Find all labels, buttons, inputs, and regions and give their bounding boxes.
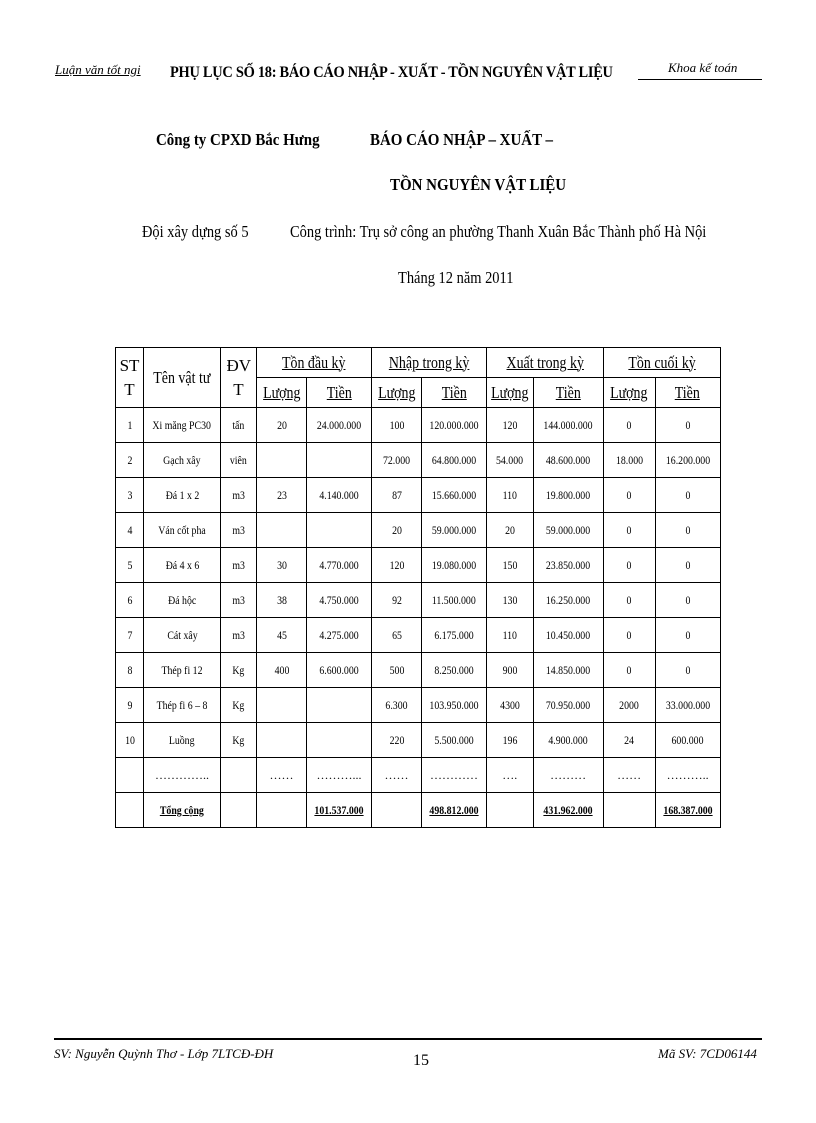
page-number: 15 — [413, 1052, 429, 1069]
table-cell-in-q: 500 — [372, 653, 422, 688]
table-cell-out-q: 4300 — [487, 688, 534, 723]
table-cell-in-q: 6.300 — [372, 688, 422, 723]
table-cell-open-a: 4.750.000 — [307, 583, 372, 618]
header-unit: ĐV T — [221, 348, 257, 408]
header-amount: Tiền — [533, 378, 603, 408]
table-cell-name: Thép fi 6 – 8 — [144, 688, 221, 723]
footer-student-id: Mã SV: 7CD06144 — [658, 1046, 757, 1061]
table-cell-open-a: 4.140.000 — [307, 478, 372, 513]
table-cell-in-q: 100 — [372, 408, 422, 443]
table-cell-close-a: 0 — [655, 478, 720, 513]
total-import: 498.812.000 — [422, 793, 487, 828]
table-cell-open-q — [257, 723, 307, 758]
header-qty: Lượng — [487, 378, 534, 408]
table-cell — [372, 793, 422, 828]
header-thesis-label: Luận văn tốt ngi — [55, 62, 141, 77]
table-cell-stt: 2 — [116, 443, 144, 478]
report-title-line2: TỒN NGUYÊN VẬT LIỆU — [390, 175, 567, 194]
table-row — [116, 653, 721, 688]
table-cell-in-q: 220 — [372, 723, 422, 758]
table-row — [116, 548, 721, 583]
header-qty: Lượng — [603, 378, 655, 408]
table-cell: …… — [603, 758, 655, 793]
table-cell-out-a: 19.800.000 — [533, 478, 603, 513]
construction-team: Đội xây dựng số 5 — [142, 222, 249, 241]
total-row — [116, 793, 721, 828]
header-department-label: Khoa kế toán — [668, 60, 738, 75]
table-cell: ………... — [307, 758, 372, 793]
table-cell-stt: 9 — [116, 688, 144, 723]
table-cell-in-a: 64.800.000 — [422, 443, 487, 478]
table-cell-in-q: 72.000 — [372, 443, 422, 478]
table-cell-open-q: 45 — [257, 618, 307, 653]
header-export: Xuất trong kỳ — [487, 348, 604, 378]
table-cell-open-a — [307, 443, 372, 478]
table-cell-unit: Kg — [221, 688, 257, 723]
table-cell-stt: 4 — [116, 513, 144, 548]
table-header-row — [116, 348, 721, 378]
table-cell-out-a: 23.850.000 — [533, 548, 603, 583]
table-cell: ……….. — [655, 758, 720, 793]
table-cell-close-q: 0 — [603, 548, 655, 583]
table-cell-out-q: 110 — [487, 478, 534, 513]
table-cell-out-q: 130 — [487, 583, 534, 618]
table-cell-close-q: 0 — [603, 408, 655, 443]
table-cell-out-a: 4.900.000 — [533, 723, 603, 758]
project-name: Công trình: Trụ sở công an phường Thanh Xuân Bắc Thành phố Hà Nội — [290, 222, 707, 241]
table-cell-close-q: 2000 — [603, 688, 655, 723]
table-cell-out-q: 20 — [487, 513, 534, 548]
table-cell-close-a: 0 — [655, 618, 720, 653]
table-cell-stt: 7 — [116, 618, 144, 653]
appendix-title: PHỤ LỤC SỐ 18: BÁO CÁO NHẬP - XUẤT - TỒN NGUYÊN VẬT LIỆU — [170, 64, 613, 81]
table-row — [116, 408, 721, 443]
table-cell-name: Cát xây — [144, 618, 221, 653]
table-cell-stt: 6 — [116, 583, 144, 618]
table-row — [116, 513, 721, 548]
report-title-line1: BÁO CÁO NHẬP – XUẤT – — [370, 130, 553, 149]
table-row — [116, 723, 721, 758]
table-cell-in-a: 120.000.000 — [422, 408, 487, 443]
table-cell-in-q: 120 — [372, 548, 422, 583]
table-cell-name: Đá 4 x 6 — [144, 548, 221, 583]
header-amount: Tiền — [655, 378, 720, 408]
table-cell-name: Xi măng PC30 — [144, 408, 221, 443]
table-cell-open-q — [257, 443, 307, 478]
table-cell-in-q: 92 — [372, 583, 422, 618]
total-export: 431.962.000 — [533, 793, 603, 828]
table-cell-close-a: 0 — [655, 583, 720, 618]
table-cell-out-q: 150 — [487, 548, 534, 583]
table-cell-close-a: 33.000.000 — [655, 688, 720, 723]
table-cell-close-a: 600.000 — [655, 723, 720, 758]
table-cell-unit: Kg — [221, 653, 257, 688]
table-row — [116, 478, 721, 513]
table-cell-name: Đá hộc — [144, 583, 221, 618]
inventory-table — [115, 347, 721, 828]
table-cell-out-q: 54.000 — [487, 443, 534, 478]
table-cell-name: Đá 1 x 2 — [144, 478, 221, 513]
table-cell-close-a: 0 — [655, 653, 720, 688]
table-cell: …. — [487, 758, 534, 793]
table-cell-out-a: 144.000.000 — [533, 408, 603, 443]
company-name: Công ty CPXD Bắc Hưng — [156, 130, 320, 149]
table-cell-open-q — [257, 513, 307, 548]
table-cell-out-q: 110 — [487, 618, 534, 653]
header-import: Nhập trong kỳ — [372, 348, 487, 378]
table-cell-open-a — [307, 723, 372, 758]
table-cell-out-a: 70.950.000 — [533, 688, 603, 723]
table-cell-in-a: 5.500.000 — [422, 723, 487, 758]
table-cell-open-q: 20 — [257, 408, 307, 443]
table-cell-open-q — [257, 688, 307, 723]
header-qty: Lượng — [257, 378, 307, 408]
table-cell-close-a: 16.200.000 — [655, 443, 720, 478]
table-cell-out-a: 16.250.000 — [533, 583, 603, 618]
table-cell-close-q: 0 — [603, 618, 655, 653]
table-cell-name: Luồng — [144, 723, 221, 758]
table-cell-in-q: 87 — [372, 478, 422, 513]
table-cell-in-q: 65 — [372, 618, 422, 653]
table-cell — [116, 793, 144, 828]
total-closing: 168.387.000 — [655, 793, 720, 828]
table-cell-in-a: 11.500.000 — [422, 583, 487, 618]
table-cell-unit: m3 — [221, 618, 257, 653]
table-cell-out-a: 10.450.000 — [533, 618, 603, 653]
header-opening: Tồn đầu kỳ — [257, 348, 372, 378]
table-cell: …… — [372, 758, 422, 793]
header-amount: Tiền — [422, 378, 487, 408]
table-cell-open-a: 4.770.000 — [307, 548, 372, 583]
table-cell-name: Thép fi 12 — [144, 653, 221, 688]
footer-student: SV: Nguyễn Quỳnh Thơ - Lớp 7LTCĐ-ĐH — [54, 1046, 274, 1061]
table-cell-open-a: 24.000.000 — [307, 408, 372, 443]
table-cell: ………… — [422, 758, 487, 793]
table-cell-close-q: 0 — [603, 478, 655, 513]
table-cell — [221, 793, 257, 828]
table-cell-open-a: 6.600.000 — [307, 653, 372, 688]
table-cell — [487, 793, 534, 828]
table-cell-open-a — [307, 513, 372, 548]
total-opening: 101.537.000 — [307, 793, 372, 828]
report-period: Tháng 12 năm 2011 — [398, 268, 514, 287]
table-cell-unit: m3 — [221, 583, 257, 618]
table-row — [116, 618, 721, 653]
table-cell-in-a: 15.660.000 — [422, 478, 487, 513]
table-cell-unit: tấn — [221, 408, 257, 443]
table-cell-name: Ván cốt pha — [144, 513, 221, 548]
table-cell-stt: 5 — [116, 548, 144, 583]
table-cell-out-a: 48.600.000 — [533, 443, 603, 478]
table-cell-in-a: 19.080.000 — [422, 548, 487, 583]
table-cell-close-a: 0 — [655, 513, 720, 548]
table-cell-stt: 8 — [116, 653, 144, 688]
header-closing: Tồn cuối kỳ — [603, 348, 720, 378]
table-cell-in-q: 20 — [372, 513, 422, 548]
table-cell-name: Gạch xây — [144, 443, 221, 478]
table-cell-unit: m3 — [221, 548, 257, 583]
table-cell-close-a: 0 — [655, 408, 720, 443]
table-cell-stt: 10 — [116, 723, 144, 758]
table-cell-close-a: 0 — [655, 548, 720, 583]
table-cell-close-q: 0 — [603, 583, 655, 618]
table-cell-out-a: 59.000.000 — [533, 513, 603, 548]
table-cell — [116, 758, 144, 793]
table-cell-in-a: 8.250.000 — [422, 653, 487, 688]
table-cell-in-a: 6.175.000 — [422, 618, 487, 653]
table-cell — [221, 758, 257, 793]
table-cell-out-q: 196 — [487, 723, 534, 758]
table-cell-unit: Kg — [221, 723, 257, 758]
table-cell-out-a: 14.850.000 — [533, 653, 603, 688]
table-cell-out-q: 120 — [487, 408, 534, 443]
table-cell-close-q: 0 — [603, 513, 655, 548]
table-cell-in-a: 59.000.000 — [422, 513, 487, 548]
header-rule — [638, 79, 762, 80]
table-cell-open-q: 30 — [257, 548, 307, 583]
ellipsis-row — [116, 758, 721, 793]
table-cell-unit: viên — [221, 443, 257, 478]
table-cell-open-a — [307, 688, 372, 723]
table-cell — [603, 793, 655, 828]
header-name: Tên vật tư — [144, 348, 221, 408]
table-cell — [257, 793, 307, 828]
table-cell: …… — [257, 758, 307, 793]
header-qty: Lượng — [372, 378, 422, 408]
header-amount: Tiền — [307, 378, 372, 408]
table-cell-in-a: 103.950.000 — [422, 688, 487, 723]
table-cell-out-q: 900 — [487, 653, 534, 688]
table-cell-stt: 3 — [116, 478, 144, 513]
table-cell-close-q: 0 — [603, 653, 655, 688]
table-row — [116, 443, 721, 478]
footer-rule — [54, 1038, 762, 1040]
table-cell-open-q: 38 — [257, 583, 307, 618]
table-cell-open-q: 23 — [257, 478, 307, 513]
header-stt: ST T — [116, 348, 144, 408]
table-cell: ………….. — [144, 758, 221, 793]
table-cell-stt: 1 — [116, 408, 144, 443]
table-cell-close-q: 24 — [603, 723, 655, 758]
total-label: Tổng cộng — [144, 793, 221, 828]
table-cell-unit: m3 — [221, 513, 257, 548]
table-row — [116, 583, 721, 618]
table-row — [116, 688, 721, 723]
table-cell-open-a: 4.275.000 — [307, 618, 372, 653]
table-cell: ……… — [533, 758, 603, 793]
table-cell-close-q: 18.000 — [603, 443, 655, 478]
table-cell-unit: m3 — [221, 478, 257, 513]
table-cell-open-q: 400 — [257, 653, 307, 688]
